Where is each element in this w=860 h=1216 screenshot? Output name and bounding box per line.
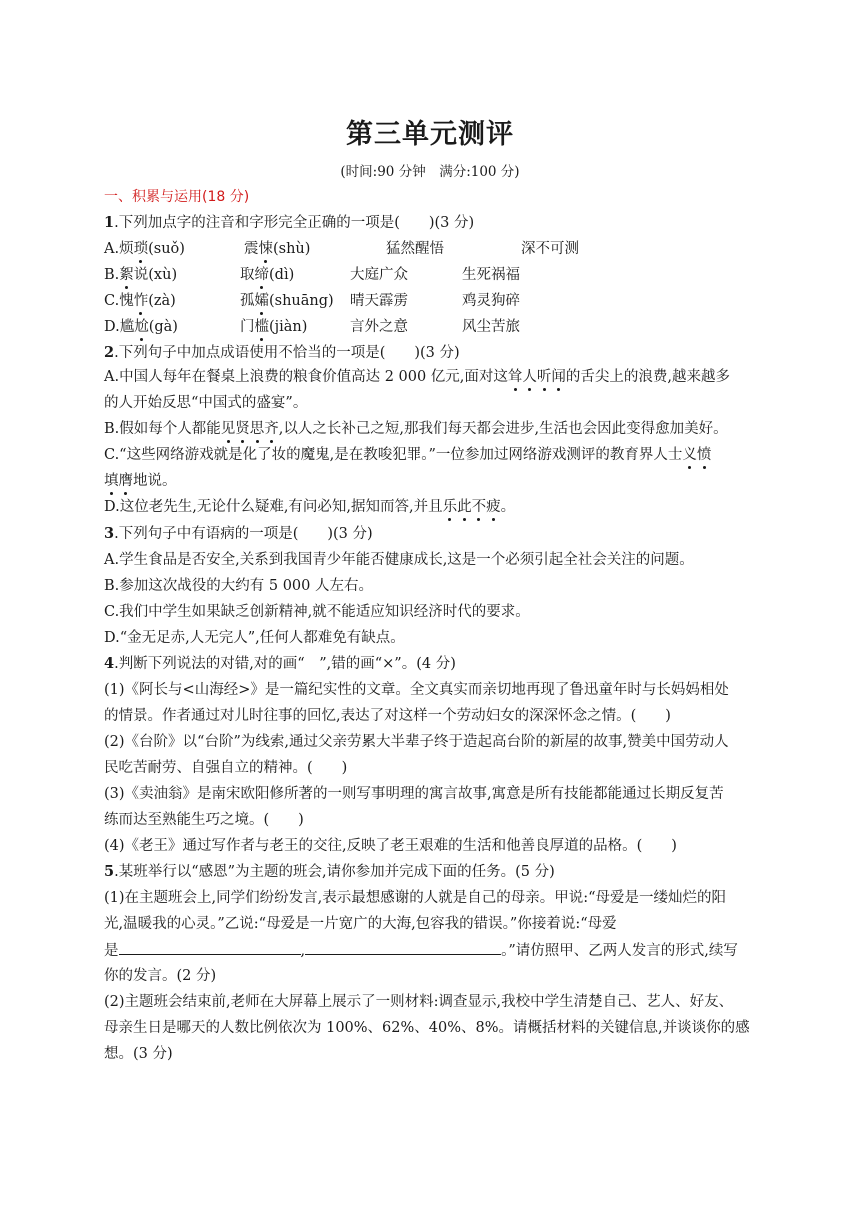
option-word-1: C.愧怍(zà) [104, 293, 176, 309]
question-number: 4 [104, 655, 115, 672]
option-word-1: D.尴尬(gà) [104, 319, 178, 335]
option-word-3: 晴天霹雳 [350, 293, 408, 309]
dotted-idiom: 义愤 [682, 447, 712, 463]
option-word-1: A.烦琐(suǒ) [104, 241, 185, 257]
question-number: 3 [104, 525, 115, 542]
option-word-2: 震悚(shù) [244, 241, 311, 257]
question-stem: .判断下列说法的对错,对的画“ ”,错的画“×”。(4 分) [114, 656, 456, 672]
dotted-idiom: 填膺 [104, 473, 133, 489]
q2-option-d: D.这位老先生,无论什么疑难,有问必知,据知而答,并且乐此不疲。 [104, 499, 516, 515]
question-stem: .下列句子中有语病的一项是( )(3 分) [114, 526, 373, 542]
q4-statement-1: (1)《阿长与<山海经>》是一篇纪实性的文章。全文真实而亲切地再现了鲁迅童年时与长妈妈相处 [104, 682, 729, 698]
q2-option-a: A.中国人每年在餐桌上浪费的粮食价值高达 2 000 亿元,面对这耸人听闻的舌尖上的浪费,越来越多 [104, 369, 731, 385]
question-2 [104, 343, 764, 363]
q2-option-b: B.假如每个人都能见贤思齐,以人之长补己之短,那我们每天都会进步,生活也会因此变得愈加美好。 [104, 421, 728, 437]
question-3 [104, 524, 764, 544]
question-number: 5 [104, 863, 115, 880]
answer-blank-1[interactable] [119, 940, 301, 955]
q5-part-1-fill: 是 , 。”请仿照甲、乙两人发言的形式,续写 [104, 940, 764, 961]
q2-option-a-cont: 的人开始反思“中国式的盛宴”。 [104, 395, 308, 411]
option-word-3: 言外之意 [350, 319, 408, 335]
section-heading: 一、积累与运用(18 分) [104, 189, 250, 205]
q4-statement-2: (2)《台阶》以“台阶”为线索,通过父亲劳累大半辈子终于造起高台阶的新屋的故事,赞美中国劳动人 [104, 734, 729, 750]
question-4 [104, 654, 764, 674]
q5-part-1-end: 你的发言。(2 分) [104, 968, 217, 984]
question-number: 1 [104, 214, 115, 231]
option-word-4: 鸡灵狗碎 [462, 293, 520, 309]
q4-statement-2-cont: 民吃苦耐劳、自强自立的精神。( ) [104, 760, 348, 776]
question-stem: .下列句子中加点成语使用不恰当的一项是( )(3 分) [114, 345, 460, 361]
answer-blank-2[interactable] [305, 940, 501, 955]
q3-option-d: D.“金无足赤,人无完人”,任何人都难免有缺点。 [104, 630, 405, 646]
question-1 [104, 213, 764, 233]
q5-part-2-cont: 母亲生日是哪天的人数比例依次为 100%、62%、40%、8%。请概括材料的关键信息,并谈谈你的感 [104, 1020, 750, 1036]
q4-statement-3: (3)《卖油翁》是南宋欧阳修所著的一则写事明理的寓言故事,寓意是所有技能都能通过长期反复苦 [104, 786, 724, 802]
q5-part-2-end: 想。(3 分) [104, 1046, 173, 1062]
option-word-2: 取缔(dì) [240, 267, 295, 283]
option-word-2: 门槛(jiàn) [240, 319, 308, 335]
q4-statement-4: (4)《老王》通过写作者与老王的交往,反映了老王艰难的生活和他善良厚道的品格。( ) [104, 838, 677, 854]
question-stem: .某班举行以“感恩”为主题的班会,请你参加并完成下面的任务。(5 分) [114, 864, 555, 880]
dotted-idiom: 见贤思齐 [220, 421, 279, 437]
dotted-idiom: 耸人听闻 [507, 369, 566, 385]
question-5 [104, 862, 764, 882]
option-word-4: 风尘苦旅 [462, 319, 520, 335]
option-word-4: 生死祸福 [462, 267, 520, 283]
q4-statement-1-cont: 的情景。作者通过对儿时往事的回忆,表达了对这样一个劳动妇女的深深怀念之情。( ) [104, 708, 671, 724]
option-word-1: B.絮说(xù) [104, 267, 178, 283]
exam-info: (时间:90 分钟 满分:100 分) [340, 164, 520, 180]
q3-option-b: B.参加这次战役的大约有 5 000 人左右。 [104, 578, 373, 594]
q4-statement-3-cont: 练而达至熟能生巧之境。( ) [104, 812, 304, 828]
option-word-2: 孤孀(shuāng) [240, 293, 334, 309]
option-word-3: 猛然醒悟 [386, 241, 444, 257]
q5-part-1-cont: 光,温暖我的心灵。”乙说:“母爱是一片宽广的大海,包容我的错误。”你接着说:“母爱 [104, 916, 617, 932]
q2-option-c: C.“这些网络游戏就是化了妆的魔鬼,是在教唆犯罪。”一位参加过网络游戏测评的教育界人士义愤 [104, 447, 712, 463]
option-word-4: 深不可测 [521, 241, 579, 257]
question-stem: .下列加点字的注音和字形完全正确的一项是( )(3 分) [114, 215, 475, 231]
q2-option-c-cont: 填膺地说。 [104, 473, 177, 489]
q5-part-1: (1)在主题班会上,同学们纷纷发言,表示最想感谢的人就是自己的母亲。甲说:“母爱是一缕灿烂的阳 [104, 890, 727, 906]
q3-option-a: A.学生食品是否安全,关系到我国青少年能否健康成长,这是一个必须引起全社会关注的问题。 [104, 552, 694, 568]
option-word-3: 大庭广众 [350, 267, 408, 283]
q3-option-c: C.我们中学生如果缺乏创新精神,就不能适应知识经济时代的要求。 [104, 604, 530, 620]
dotted-idiom: 乐此不疲 [442, 499, 501, 515]
question-number: 2 [104, 344, 115, 361]
page-title: 第三单元测评 [346, 119, 514, 150]
q5-part-2: (2)主题班会结束前,老师在大屏幕上展示了一则材料:调查显示,我校中学生清楚自己、艺人、好友、 [104, 994, 734, 1010]
